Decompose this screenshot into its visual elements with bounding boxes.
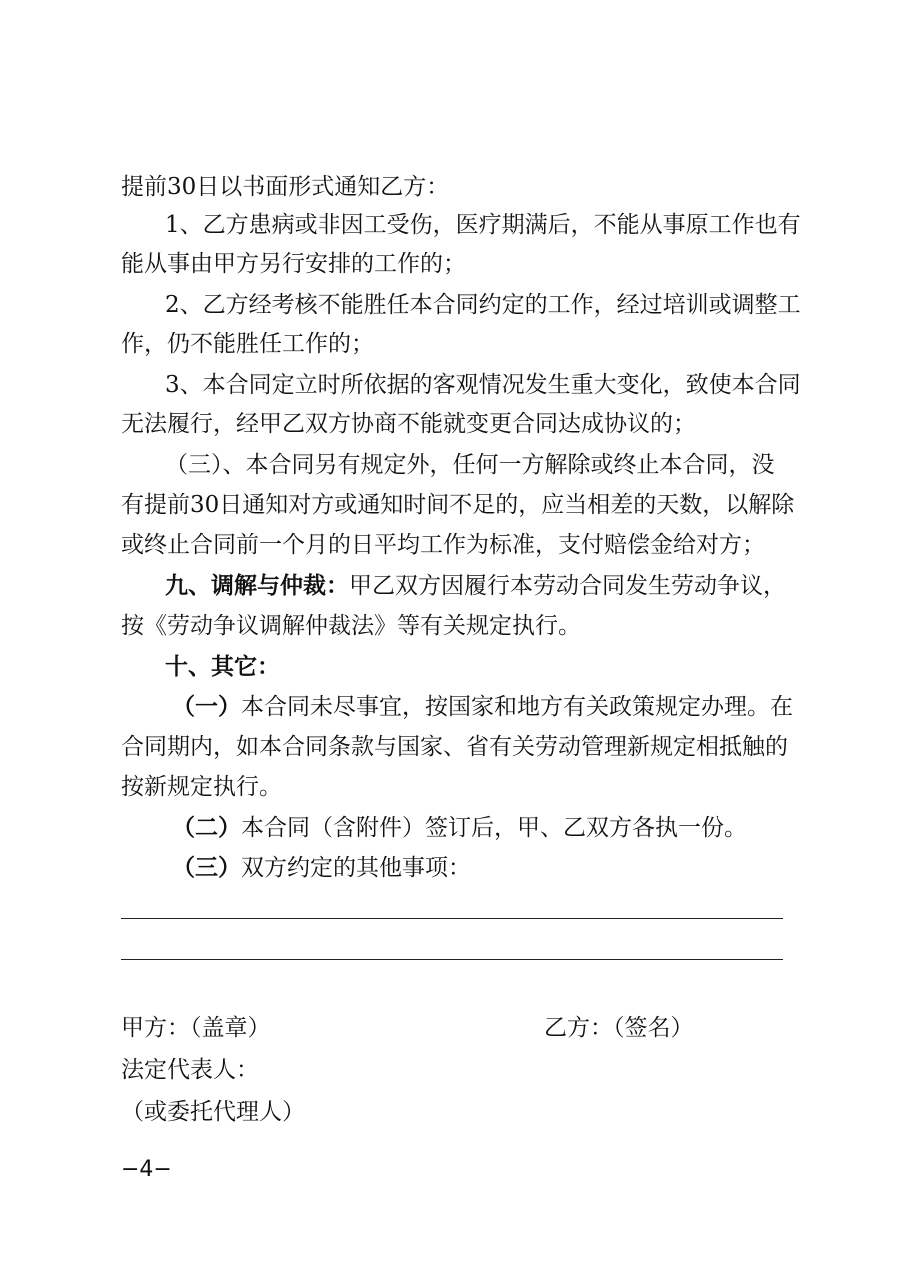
text-line-17: （二）本合同（含附件）签订后，甲、乙双方各执一份。: [172, 814, 747, 841]
text-line-6: 3、本合同定立时所依据的客观情况发生重大变化，致使本合同: [165, 372, 801, 398]
text-line-15: 合同期内，如本合同条款与国家、省有关劳动管理新规定相抵触的: [121, 734, 788, 760]
text-line-16: 按新规定执行。: [121, 774, 282, 800]
fill-in-line-2[interactable]: [121, 959, 783, 960]
legal-representative: 法定代表人：: [121, 1057, 259, 1083]
section-9-heading-line: 九、调解与仲裁：甲乙双方因履行本劳动合同发生劳动争议，: [165, 572, 786, 599]
page-number: −4−: [121, 1157, 172, 1182]
authorized-agent: （或委托代理人）: [121, 1099, 305, 1125]
text-line-7: 无法履行，经甲乙双方协商不能就变更合同达成协议的；: [121, 411, 696, 437]
party-b-signature: 乙方：（签名）: [544, 1015, 694, 1041]
text-line-12: 按《劳动争议调解仲裁法》等有关规定执行。: [121, 613, 581, 639]
fill-in-line-1[interactable]: [121, 918, 783, 919]
text-line-14: （一）本合同未尽事宜，按国家和地方有关政策规定办理。在: [172, 693, 793, 720]
text-line-9: 有提前30日通知对方或通知时间不足的，应当相差的天数，以解除: [121, 492, 795, 518]
text-line-1: 提前30日以书面形式通知乙方：: [121, 174, 450, 200]
section-10-heading: 十、其它：: [165, 653, 280, 680]
text-line-3: 能从事由甲方另行安排的工作的；: [121, 251, 466, 277]
text-line-10: 或终止合同前一个月的日平均工作为标准，支付赔偿金给对方；: [121, 532, 765, 558]
text-line-8: （三）、本合同另有规定外，任何一方解除或终止本合同，没: [165, 452, 775, 478]
party-a-seal: 甲方：（盖章）: [121, 1015, 271, 1041]
text-line-18: （三）双方约定的其他事项：: [172, 854, 471, 881]
text-line-5: 作，仍不能胜任工作的；: [121, 331, 374, 357]
text-line-4: 2、乙方经考核不能胜任本合同约定的工作，经过培训或调整工: [165, 292, 801, 318]
text-line-2: 1、乙方患病或非因工受伤，医疗期满后，不能从事原工作也有: [165, 212, 801, 238]
